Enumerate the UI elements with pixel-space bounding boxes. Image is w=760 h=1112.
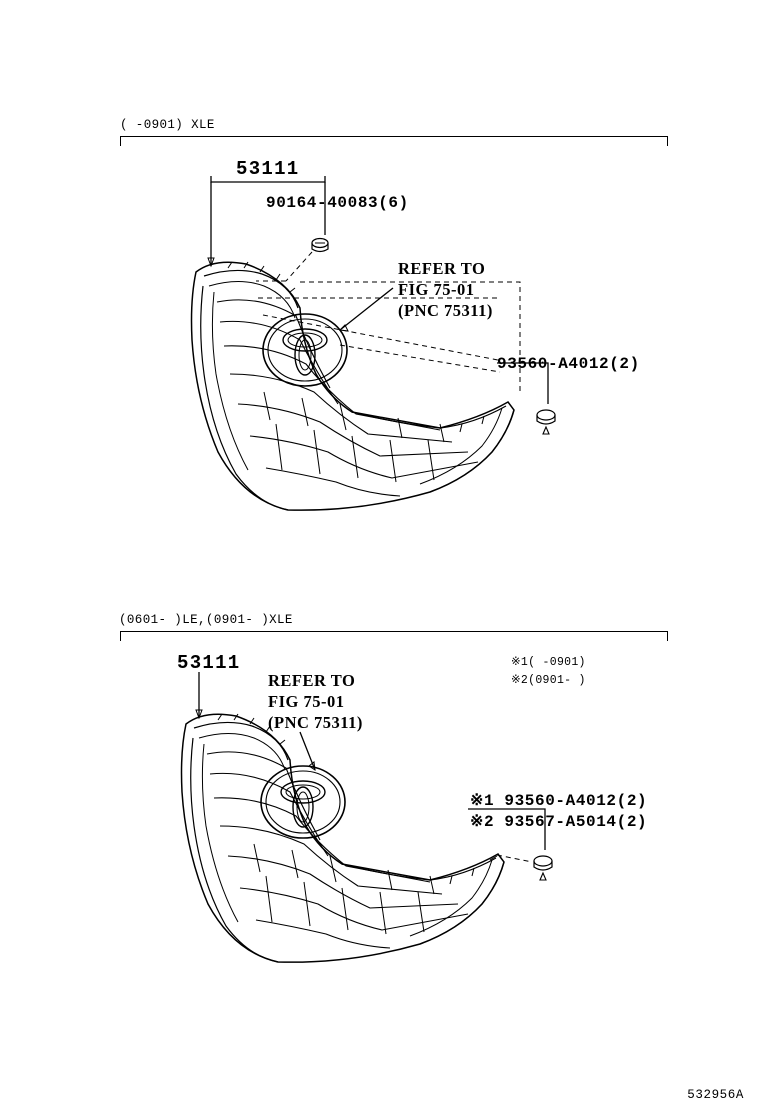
clip-icon-lower-right bbox=[534, 856, 552, 880]
callout-line-1: REFER TO bbox=[268, 671, 356, 690]
legend-note-1: ※1( -0901) bbox=[511, 656, 586, 669]
part-label-93567-A5014-lower: ※2 93567-A5014(2) bbox=[470, 813, 648, 831]
grille-illustration-lower bbox=[182, 714, 505, 962]
part-label-93560-A4012-upper: 93560-A4012(2) bbox=[497, 355, 640, 373]
part-label-53111-upper: 53111 bbox=[236, 158, 300, 180]
callout-line-3: (PNC 75311) bbox=[268, 713, 363, 733]
section-lower bbox=[0, 560, 760, 1080]
callout-line-2: FIG 75-01 bbox=[268, 692, 345, 712]
section-upper-header-label: ( -0901) XLE bbox=[120, 118, 215, 132]
callout-line-2: FIG 75-01 bbox=[398, 280, 475, 300]
toyota-emblem-lower bbox=[261, 766, 345, 838]
callout-line-3: (PNC 75311) bbox=[398, 301, 493, 321]
clip-icon-upper-right bbox=[537, 410, 555, 434]
legend-note-2: ※2(0901- ) bbox=[511, 674, 586, 687]
part-label-90164-40083-upper: 90164-40083(6) bbox=[266, 194, 409, 212]
screw-icon-upper bbox=[312, 239, 328, 252]
part-label-93560-A4012-lower: ※1 93560-A4012(2) bbox=[470, 792, 648, 810]
diagram-footer-code: 532956A bbox=[687, 1088, 744, 1102]
section-lower-header-label: (0601- )LE,(0901- )XLE bbox=[119, 613, 293, 627]
lower-diagram-art bbox=[0, 560, 760, 1080]
grille-illustration-upper bbox=[192, 262, 515, 510]
part-label-53111-lower: 53111 bbox=[177, 652, 241, 674]
callout-line-1: REFER TO bbox=[398, 259, 486, 278]
